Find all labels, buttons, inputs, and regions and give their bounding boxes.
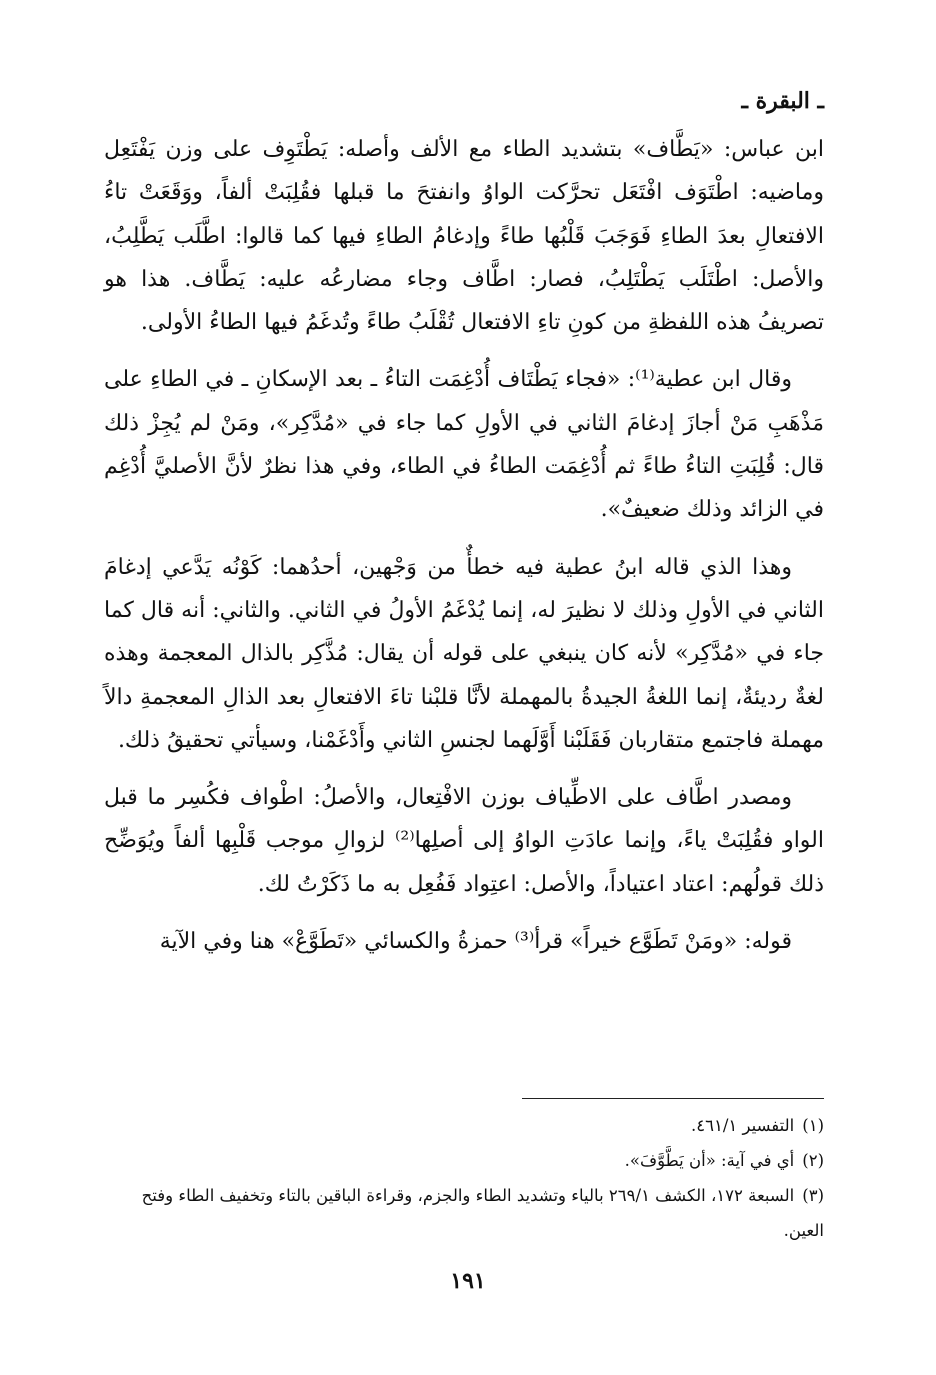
paragraph-5: قوله: «ومَنْ تَطَوَّع خيراً» قرأ⁽³⁾ حمزةُ والكسائي «تَطَوَّعْ» هنا وفي الآية [159,929,792,955]
paragraph-4: ومصدر اطَّاف على الاطِّياف بوزن الافْتِعال، والأصلُ: اطْواف فكُسِر ما قبل الواو فقُلِبَتْ ياءً، وإنما عادَتِ الواوُ إلى أصلِها⁽²⁾ لزوالِ موجب قَلْبِها ألفاً ويُوَضِّح ذلك قولُهم: اعتاد اعتياداً، والأصل: اعتِواد فَفُعِل به ما ذَكَرْتُ لك. [104,785,824,897]
footnote-text: السبعة ١٧٢، الكشف ٢٦٩/١ بالياء وتشديد الطاء والجزم، وقراءة الباقين بالتاء وتخفيف الطاء وفتح العين. [141,1186,824,1240]
footnote-1 [104,1108,824,1143]
footnote-text: التفسير ٤٦١/١. [690,1116,795,1135]
running-header: ـ البقرة ـ [741,88,824,114]
footnotes [104,1108,824,1248]
main-text [104,128,824,963]
paragraph-1: ابن عباس: «يَطَّاف» بتشديد الطاء مع الألف وأصله: يَطْتَوِف على وزن يَفْتَعِل وماضيه: اطْتَوَف افْتَعَل تحرَّكت الواوُ وانفتحَ ما قبلها فقُلِبَتْ ألفاً، ووَقَعَتْ تاءُ الافتعالِ بعدَ الطاءِ فَوَجَبَ قَلْبُها طاءً وإدغامُ الطاءِ فيها كما قالوا: اطَّلَب يَطَّلِبُ، والأصل: اطْتَلَب يَطْتَلِبُ، فصار: اطَّاف وجاء مضارعُه عليه: يَطَّاف. هذا هو تصريفُ هذه اللفظةِ من كونِ تاءِ الافتعال تُقْلَبُ طاءً وتُدغَمُ فيها الطاءُ الأولى. [104,137,824,336]
footnote-number: (٢) [802,1151,824,1170]
footnote-text: أي في آية: «أن يَطَّوَّفَ». [624,1151,795,1170]
paragraph-3: وهذا الذي قاله ابنُ عطية فيه خطأٌ من وَجْهين، أحدُهما: كَوْنُه يَدَّعي إدغامَ الثاني في الأولِ وذلك لا نظيرَ له، إنما يُدْغَمُ الأولُ في الثاني. والثاني: أنه قال كما جاء في «مُدَّكِر» لأنه كان ينبغي على قوله أن يقال: مُذَّكِر بالذال المعجمة وهذه لغةٌ رديئةٌ، إنما اللغةُ الجيدةُ بالمهملة لأنَّا قلبْنا تاءَ الافتعالِ بعد الذالِ المعجمةِ دالاً مهملة فاجتمع متقاربان فَقَلَبْنا أَوَّلَهما لجنسِ الثاني وأَدْغَمْنا، وسيأتي تحقيقُ ذلك. [104,554,824,753]
footnote-number: (٣) [802,1186,824,1205]
footnote-divider [522,1098,824,1099]
footnote-2 [104,1143,824,1178]
footnote-number: (١) [802,1116,824,1135]
page-number: ١٩١ [450,1268,486,1294]
paragraph-2: وقال ابن عطية⁽¹⁾: «فجاء يَطْتَاف أُدْغِمَت التاءُ ـ بعد الإسكانِ ـ في الطاءِ على مَذْهَبِ مَنْ أجازَ إدغامَ الثاني في الأولِ كما جاء في «مُدَّكِر»، ومَنْ لم يُجِزْ ذلك قال: قُلِبَتِ التاءُ طاءً ثم أُدْغِمَت الطاءُ في الطاء، وفي هذا نظرٌ لأنَّ الأصليَّ أُدْغِم في الزائد وذلك ضعيفٌ». [104,367,824,523]
footnote-3 [104,1178,824,1248]
